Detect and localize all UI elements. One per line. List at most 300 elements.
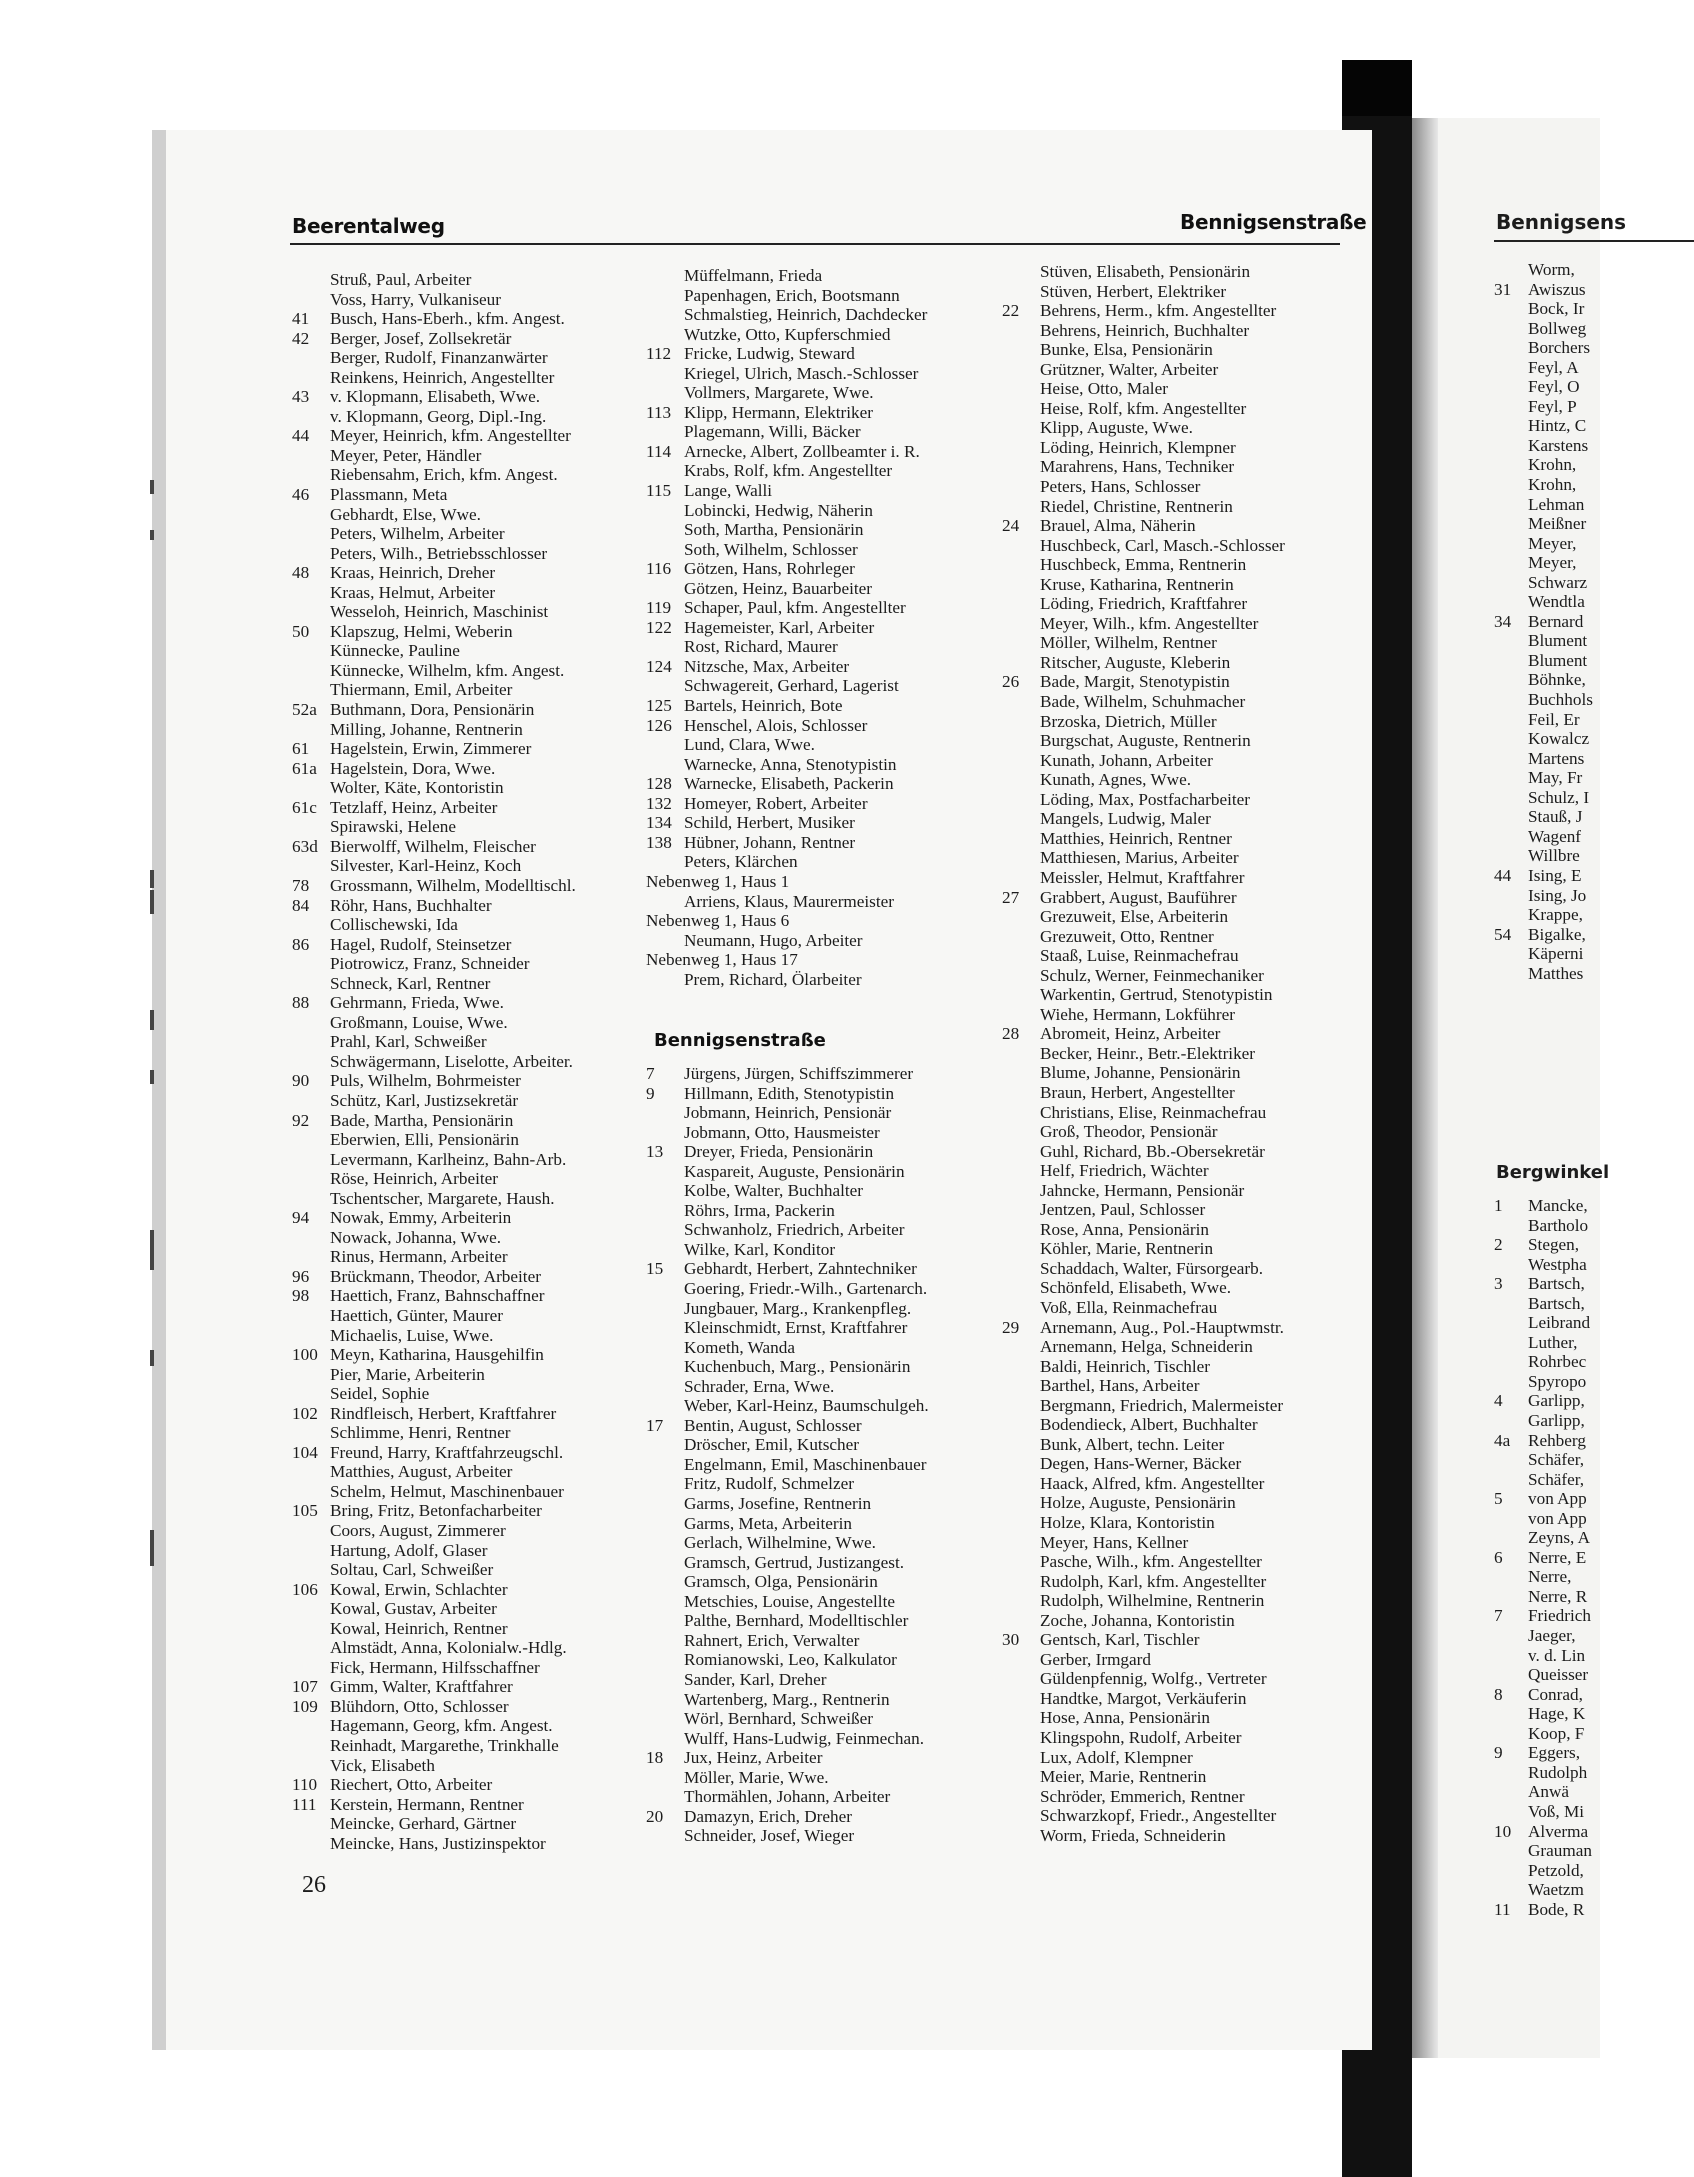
directory-entry: [292, 1834, 632, 1854]
resident-entry: von App: [1528, 1508, 1587, 1528]
resident-entry: Vollmers, Margarete, Wwe.: [684, 383, 874, 403]
house-number: [1494, 807, 1528, 827]
directory-entry: [1002, 809, 1342, 829]
directory-entry: [292, 1013, 632, 1033]
directory-entry: [1002, 340, 1342, 360]
house-number: [292, 1834, 330, 1854]
directory-entry: [646, 1416, 986, 1436]
directory-entry: [292, 329, 632, 349]
directory-entry: [292, 1345, 632, 1365]
directory-entry: [646, 383, 986, 403]
house-number: [1002, 1806, 1040, 1826]
directory-entry: [646, 266, 986, 286]
house-number: [1002, 1435, 1040, 1455]
resident-entry: Voß, Ella, Reinmachefrau: [1040, 1297, 1218, 1317]
resident-entry: Röhr, Hans, Buchhalter: [330, 895, 492, 915]
house-number: 84: [292, 895, 310, 915]
directory-entry: [1494, 1743, 1592, 1763]
house-number: 1: [1494, 1196, 1503, 1215]
resident-entry: Friedrich: [1528, 1606, 1592, 1626]
directory-entry: [1494, 1567, 1592, 1587]
house-number: [1002, 497, 1040, 517]
directory-entry: [1494, 1861, 1592, 1881]
directory-entry: [1494, 1196, 1592, 1216]
house-number: 112: [646, 344, 672, 364]
resident-entry: Abromeit, Heinz, Arbeiter: [1040, 1024, 1221, 1044]
resident-entry: v. Klopmann, Elisabeth, Wwe.: [330, 387, 541, 407]
house-number: 61a: [292, 758, 317, 778]
directory-entry: [646, 1533, 986, 1553]
directory-entry: [292, 1677, 632, 1697]
directory-entry: [646, 970, 986, 990]
house-number: [1002, 321, 1040, 341]
resident-entry: Groß, Theodor, Pensionär: [1040, 1122, 1218, 1142]
directory-entry: [292, 1443, 632, 1463]
house-number: [1002, 1239, 1040, 1259]
resident-entry: Bodendieck, Albert, Buchhalter: [1040, 1415, 1258, 1435]
resident-entry: Löding, Friedrich, Kraftfahrer: [1040, 594, 1248, 614]
resident-entry: Kraas, Heinrich, Dreher: [330, 563, 496, 583]
house-number: 111: [292, 1794, 317, 1814]
house-number: [1494, 1567, 1528, 1587]
next-page-fragment: [1412, 118, 1627, 2058]
directory-entry: [292, 602, 632, 622]
house-number: 54: [1494, 924, 1512, 944]
resident-entry: Luther,: [1528, 1332, 1578, 1352]
house-number: [646, 286, 684, 306]
next-page-section-title: Bergwinkel: [1496, 1162, 1610, 1183]
directory-entry: [646, 1142, 986, 1162]
directory-entry: [1002, 1005, 1342, 1025]
house-number: [1494, 1861, 1528, 1881]
resident-entry: Schäfer,: [1528, 1450, 1585, 1470]
directory-entry: [292, 876, 632, 896]
resident-entry: Buchhols: [1528, 690, 1593, 710]
house-number: [1494, 1333, 1528, 1353]
resident-entry: Kowal, Erwin, Schlachter: [330, 1579, 508, 1599]
resident-entry: Dröscher, Emil, Kutscher: [684, 1435, 859, 1455]
directory-entry: [1494, 1548, 1592, 1568]
resident-entry: Rinus, Hermann, Arbeiter: [330, 1247, 508, 1267]
directory-entry: [1002, 1552, 1342, 1572]
directory-entry: [1002, 301, 1342, 321]
directory-entry: [1002, 1689, 1342, 1709]
resident-entry: Guhl, Richard, Bb.-Obersekretär: [1040, 1141, 1265, 1161]
directory-entry: [1002, 1708, 1342, 1728]
house-number: 22: [1002, 301, 1020, 321]
directory-entry: [646, 794, 986, 814]
house-number: [646, 1201, 684, 1221]
directory-entry: [1494, 1782, 1592, 1802]
house-number: 132: [646, 793, 672, 813]
resident-entry: Martens: [1528, 748, 1585, 768]
house-number: [1494, 944, 1528, 964]
directory-entry: [646, 1377, 986, 1397]
house-number: 90: [292, 1071, 310, 1091]
resident-entry: Henschel, Alois, Schlosser: [684, 715, 868, 735]
house-number: [292, 1638, 330, 1658]
house-number: 30: [1002, 1630, 1020, 1650]
house-number: [292, 1423, 330, 1443]
resident-entry: Soltau, Carl, Schweißer: [330, 1560, 494, 1580]
directory-entry: [292, 387, 632, 407]
directory-entry: [1494, 690, 1593, 710]
resident-entry: Nerre, R: [1528, 1586, 1588, 1606]
house-number: 109: [292, 1696, 318, 1716]
resident-entry: Homeyer, Robert, Arbeiter: [684, 793, 868, 813]
directory-entry: [1494, 710, 1593, 730]
resident-entry: Kleinschmidt, Ernst, Kraftfahrer: [684, 1318, 908, 1338]
resident-entry: Fick, Hermann, Hilfsschaffner: [330, 1657, 540, 1677]
house-number: [1494, 768, 1528, 788]
house-number: [1002, 1454, 1040, 1474]
house-number: [1002, 1376, 1040, 1396]
house-number: [292, 1052, 330, 1072]
resident-entry: Gimm, Walter, Kraftfahrer: [330, 1677, 513, 1697]
directory-entry: [1002, 1278, 1342, 1298]
resident-entry: Klipp, Auguste, Wwe.: [1040, 418, 1193, 438]
house-number: [292, 1013, 330, 1033]
resident-entry: Müffelmann, Frieda: [684, 266, 823, 285]
house-number: [1002, 946, 1040, 966]
directory-entry: [1002, 1318, 1342, 1338]
resident-entry: Burgschat, Auguste, Rentnerin: [1040, 731, 1251, 751]
house-number: [292, 1736, 330, 1756]
house-number: [1494, 1802, 1528, 1822]
resident-entry: Goering, Friedr.-Wilh., Gartenarch.: [684, 1279, 928, 1299]
resident-entry: Güldenpfennig, Wolfg., Vertreter: [1040, 1669, 1267, 1689]
resident-entry: Schneck, Karl, Rentner: [330, 973, 491, 993]
house-number: [646, 325, 684, 345]
resident-entry: Feil, Er: [1528, 709, 1580, 729]
directory-entry: [1494, 573, 1593, 593]
directory-entry: [1002, 321, 1342, 341]
house-number: [1002, 1122, 1040, 1142]
directory-entry: [646, 1201, 986, 1221]
directory-entry: [1002, 1454, 1342, 1474]
directory-entry: [1494, 1216, 1592, 1236]
directory-entry: [1494, 1665, 1592, 1685]
house-number: [292, 1247, 330, 1267]
house-number: 6: [1494, 1547, 1503, 1567]
resident-entry: Röhrs, Irma, Packerin: [684, 1200, 835, 1220]
resident-entry: Schröder, Emmerich, Rentner: [1040, 1786, 1245, 1806]
resident-entry: Bartholo: [1528, 1215, 1589, 1235]
house-number: [1494, 846, 1528, 866]
directory-entry: [1002, 536, 1342, 556]
house-number: [1494, 827, 1528, 847]
house-number: [292, 1560, 330, 1580]
house-number: [1002, 907, 1040, 927]
resident-entry: Papenhagen, Erich, Bootsmann: [684, 285, 900, 305]
house-number: [292, 1384, 330, 1404]
house-number: [1002, 1278, 1040, 1298]
directory-entry: [1494, 416, 1593, 436]
directory-entry: [292, 1052, 632, 1072]
house-number: [1494, 455, 1528, 475]
directory-entry: [1002, 1357, 1342, 1377]
book-spine-top: [1342, 60, 1412, 116]
house-number: 63d: [292, 836, 318, 856]
house-number: 5: [1494, 1489, 1503, 1509]
house-number: [646, 892, 684, 912]
house-number: [646, 501, 684, 521]
resident-entry: Rudolph: [1528, 1762, 1588, 1782]
directory-entry: [1002, 1533, 1342, 1553]
house-number: 113: [646, 402, 672, 422]
resident-entry: Künnecke, Pauline: [330, 641, 460, 661]
resident-entry: Handtke, Margot, Verkäuferin: [1040, 1688, 1247, 1708]
resident-entry: Grezuweit, Else, Arbeiterin: [1040, 907, 1229, 927]
house-number: 138: [646, 832, 672, 852]
house-number: [1002, 477, 1040, 497]
directory-entry: [1494, 670, 1593, 690]
directory-entry: [1494, 846, 1593, 866]
directory-entry: [292, 1697, 632, 1717]
resident-entry: Stüven, Elisabeth, Pensionärin: [1040, 262, 1251, 281]
resident-entry: Wendtla: [1528, 592, 1585, 612]
resident-entry: Engelmann, Emil, Maschinenbauer: [684, 1454, 927, 1474]
resident-entry: Nowack, Johanna, Wwe.: [330, 1227, 502, 1247]
directory-entry: [1002, 614, 1342, 634]
directory-entry: [1494, 1900, 1592, 1920]
resident-entry: May, Fr: [1528, 768, 1583, 788]
house-number: 122: [646, 617, 672, 637]
house-number: 126: [646, 715, 672, 735]
resident-entry: Schütz, Karl, Justizsekretär: [330, 1090, 519, 1110]
directory-entry: [1494, 1724, 1592, 1744]
resident-entry: Kruse, Katharina, Rentnerin: [1040, 574, 1234, 594]
resident-entry: Barthel, Hans, Arbeiter: [1040, 1376, 1200, 1396]
resident-entry: Prem, Richard, Ölarbeiter: [684, 969, 862, 989]
resident-entry: Bring, Fritz, Betonfacharbeiter: [330, 1501, 542, 1521]
resident-entry: Silvester, Karl-Heinz, Koch: [330, 856, 522, 876]
house-number: [1002, 985, 1040, 1005]
resident-entry: Schwägermann, Liselotte, Arbeiter.: [330, 1051, 573, 1071]
house-number: [1002, 1572, 1040, 1592]
resident-entry: Gebhardt, Herbert, Zahntechniker: [684, 1259, 917, 1279]
house-number: [1494, 514, 1528, 534]
resident-entry: Haack, Alfred, kfm. Angestellter: [1040, 1473, 1265, 1493]
subheading-entry: Nebenweg 1, Haus 1: [646, 871, 790, 891]
house-number: [1002, 1708, 1040, 1728]
house-number: [1494, 886, 1528, 906]
house-number: [646, 1357, 684, 1377]
house-number: [1002, 575, 1040, 595]
directory-entry: [292, 368, 632, 388]
directory-entry: [1494, 534, 1593, 554]
directory-entry: [1494, 1802, 1592, 1822]
resident-entry: Waetzm: [1528, 1880, 1584, 1900]
house-number: [646, 1123, 684, 1143]
house-number: [1494, 749, 1528, 769]
resident-entry: Klapszug, Helmi, Weberin: [330, 621, 513, 641]
directory-entry: [646, 774, 986, 794]
directory-entry: [1002, 1748, 1342, 1768]
resident-entry: Meyer, Peter, Händler: [330, 445, 482, 465]
resident-entry: Löding, Max, Postfacharbeiter: [1040, 789, 1251, 809]
house-number: 96: [292, 1266, 310, 1286]
house-number: [646, 1181, 684, 1201]
resident-entry: Awiszus: [1528, 279, 1586, 299]
resident-entry: Haettich, Günter, Maurer: [330, 1305, 504, 1325]
resident-entry: Garms, Meta, Arbeiterin: [684, 1513, 853, 1533]
resident-entry: Schwarz: [1528, 572, 1588, 592]
resident-entry: Ising, Jo: [1528, 885, 1587, 905]
house-number: [1002, 868, 1040, 888]
house-number: [646, 383, 684, 403]
directory-entry: [292, 583, 632, 603]
house-number: [292, 583, 330, 603]
directory-entry: [292, 935, 632, 955]
next-page-rule: [1494, 240, 1694, 242]
directory-entry: [292, 1423, 632, 1443]
house-number: [1002, 418, 1040, 438]
resident-entry: Meißner: [1528, 514, 1587, 534]
directory-entry: [1494, 495, 1593, 515]
house-number: [1494, 1255, 1528, 1275]
house-number: [1002, 555, 1040, 575]
resident-entry: Krohn,: [1528, 475, 1577, 495]
directory-entry: [292, 407, 632, 427]
directory-entry: [292, 1130, 632, 1150]
resident-entry: Anwä: [1528, 1782, 1570, 1802]
resident-entry: Götzen, Heinz, Bauarbeiter: [684, 578, 873, 598]
resident-entry: Spyropo: [1528, 1371, 1587, 1391]
house-number: [1494, 1352, 1528, 1372]
directory-entry: [1494, 1391, 1592, 1411]
directory-entry: [292, 1384, 632, 1404]
directory-entry: [292, 465, 632, 485]
resident-entry: Gentsch, Karl, Tischler: [1040, 1630, 1200, 1650]
directory-entry: [1494, 397, 1593, 417]
resident-entry: Schlimme, Henri, Rentner: [330, 1423, 511, 1443]
house-number: [1494, 1587, 1528, 1607]
resident-entry: Meyer, Hans, Kellner: [1040, 1532, 1189, 1552]
resident-entry: Arnecke, Albert, Zollbeamter i. R.: [684, 441, 920, 461]
next-page-column: [1494, 260, 1593, 983]
house-number: [1002, 1474, 1040, 1494]
house-number: [292, 1482, 330, 1502]
resident-entry: Wesseloh, Heinrich, Maschinist: [330, 602, 549, 622]
house-number: [292, 1091, 330, 1111]
house-number: [292, 817, 330, 837]
directory-entry: [1494, 807, 1593, 827]
directory-entry: [1002, 497, 1342, 517]
directory-entry: [646, 716, 986, 736]
house-number: [292, 524, 330, 544]
directory-entry: [292, 1071, 632, 1091]
house-number: [1002, 1650, 1040, 1670]
resident-entry: Wiehe, Hermann, Lokführer: [1040, 1004, 1235, 1024]
house-number: [646, 520, 684, 540]
resident-entry: Brauel, Alma, Näherin: [1040, 516, 1196, 536]
house-number: [646, 1220, 684, 1240]
house-number: [292, 1150, 330, 1170]
resident-entry: Hagelstein, Erwin, Zimmerer: [330, 739, 532, 759]
resident-entry: Queisser: [1528, 1665, 1589, 1685]
directory-entry: [1494, 827, 1593, 847]
house-number: [1002, 829, 1040, 849]
directory-entry: [292, 563, 632, 583]
directory-entry: [1494, 768, 1593, 788]
house-number: [1002, 1337, 1040, 1357]
house-number: [1002, 712, 1040, 732]
resident-entry: Klipp, Hermann, Elektriker: [684, 402, 874, 422]
house-number: 44: [292, 426, 310, 446]
resident-entry: Grabbert, August, Bauführer: [1040, 887, 1237, 907]
resident-entry: Jahncke, Hermann, Pensionär: [1040, 1180, 1245, 1200]
directory-entry: [646, 442, 986, 462]
directory-entry: [292, 1267, 632, 1287]
directory-entry: [1002, 282, 1342, 302]
house-number: 9: [1494, 1743, 1503, 1763]
house-number: [292, 1541, 330, 1561]
house-number: 13: [646, 1142, 664, 1162]
directory-entry: [1002, 1572, 1342, 1592]
directory-entry: [1002, 907, 1342, 927]
directory-entry: [646, 540, 986, 560]
house-number: [1002, 457, 1040, 477]
directory-entry: [646, 1826, 986, 1846]
house-number: [1494, 553, 1528, 573]
resident-entry: Pasche, Wilh., kfm. Angestellter: [1040, 1552, 1262, 1572]
resident-entry: Bartsch,: [1528, 1293, 1585, 1313]
resident-entry: Warnecke, Anna, Stenotypistin: [684, 754, 897, 774]
resident-entry: Gebhardt, Else, Wwe.: [330, 504, 481, 524]
house-number: [1494, 1313, 1528, 1333]
directory-entry: [292, 1521, 632, 1541]
directory-entry: [1494, 905, 1593, 925]
resident-entry: Meincke, Hans, Justizinspektor: [330, 1833, 546, 1853]
directory-entry: [1002, 262, 1342, 282]
directory-entry: [646, 813, 986, 833]
directory-entry: [1002, 1024, 1342, 1044]
directory-entry: [292, 1306, 632, 1326]
resident-entry: Schaper, Paul, kfm. Angestellter: [684, 598, 906, 618]
resident-entry: Jentzen, Paul, Schlosser: [1040, 1200, 1206, 1220]
resident-entry: Behrens, Heinrich, Buchhalter: [1040, 320, 1250, 340]
resident-entry: Gramsch, Olga, Pensionärin: [684, 1572, 878, 1592]
directory-entry: [1494, 729, 1593, 749]
resident-entry: Hose, Anna, Pensionärin: [1040, 1708, 1210, 1728]
house-number: [1494, 475, 1528, 495]
house-number: [292, 856, 330, 876]
resident-entry: Hillmann, Edith, Stenotypistin: [684, 1083, 895, 1103]
house-number: [292, 348, 330, 368]
house-number: [646, 931, 684, 951]
house-number: [1494, 299, 1528, 319]
directory-entry: [646, 892, 986, 912]
resident-entry: Worm, Frieda, Schneiderin: [1040, 1825, 1226, 1845]
directory-entry: [646, 1435, 986, 1455]
house-number: 104: [292, 1442, 318, 1462]
directory-entry: [292, 1716, 632, 1736]
directory-entry: [292, 1150, 632, 1170]
directory-entry: [646, 1299, 986, 1319]
resident-entry: Conrad,: [1528, 1684, 1583, 1704]
house-number: [292, 290, 330, 310]
house-number: [1002, 633, 1040, 653]
directory-entry: [1002, 1728, 1342, 1748]
resident-entry: Kowal, Heinrich, Rentner: [330, 1618, 508, 1638]
house-number: [1002, 653, 1040, 673]
resident-entry: Rehberg: [1528, 1430, 1586, 1450]
directory-entry: [292, 446, 632, 466]
resident-entry: Jungbauer, Marg., Krankenpfleg.: [684, 1298, 912, 1318]
resident-entry: Feyl, P: [1528, 396, 1577, 416]
resident-entry: Puls, Wilhelm, Bohrmeister: [330, 1071, 521, 1091]
